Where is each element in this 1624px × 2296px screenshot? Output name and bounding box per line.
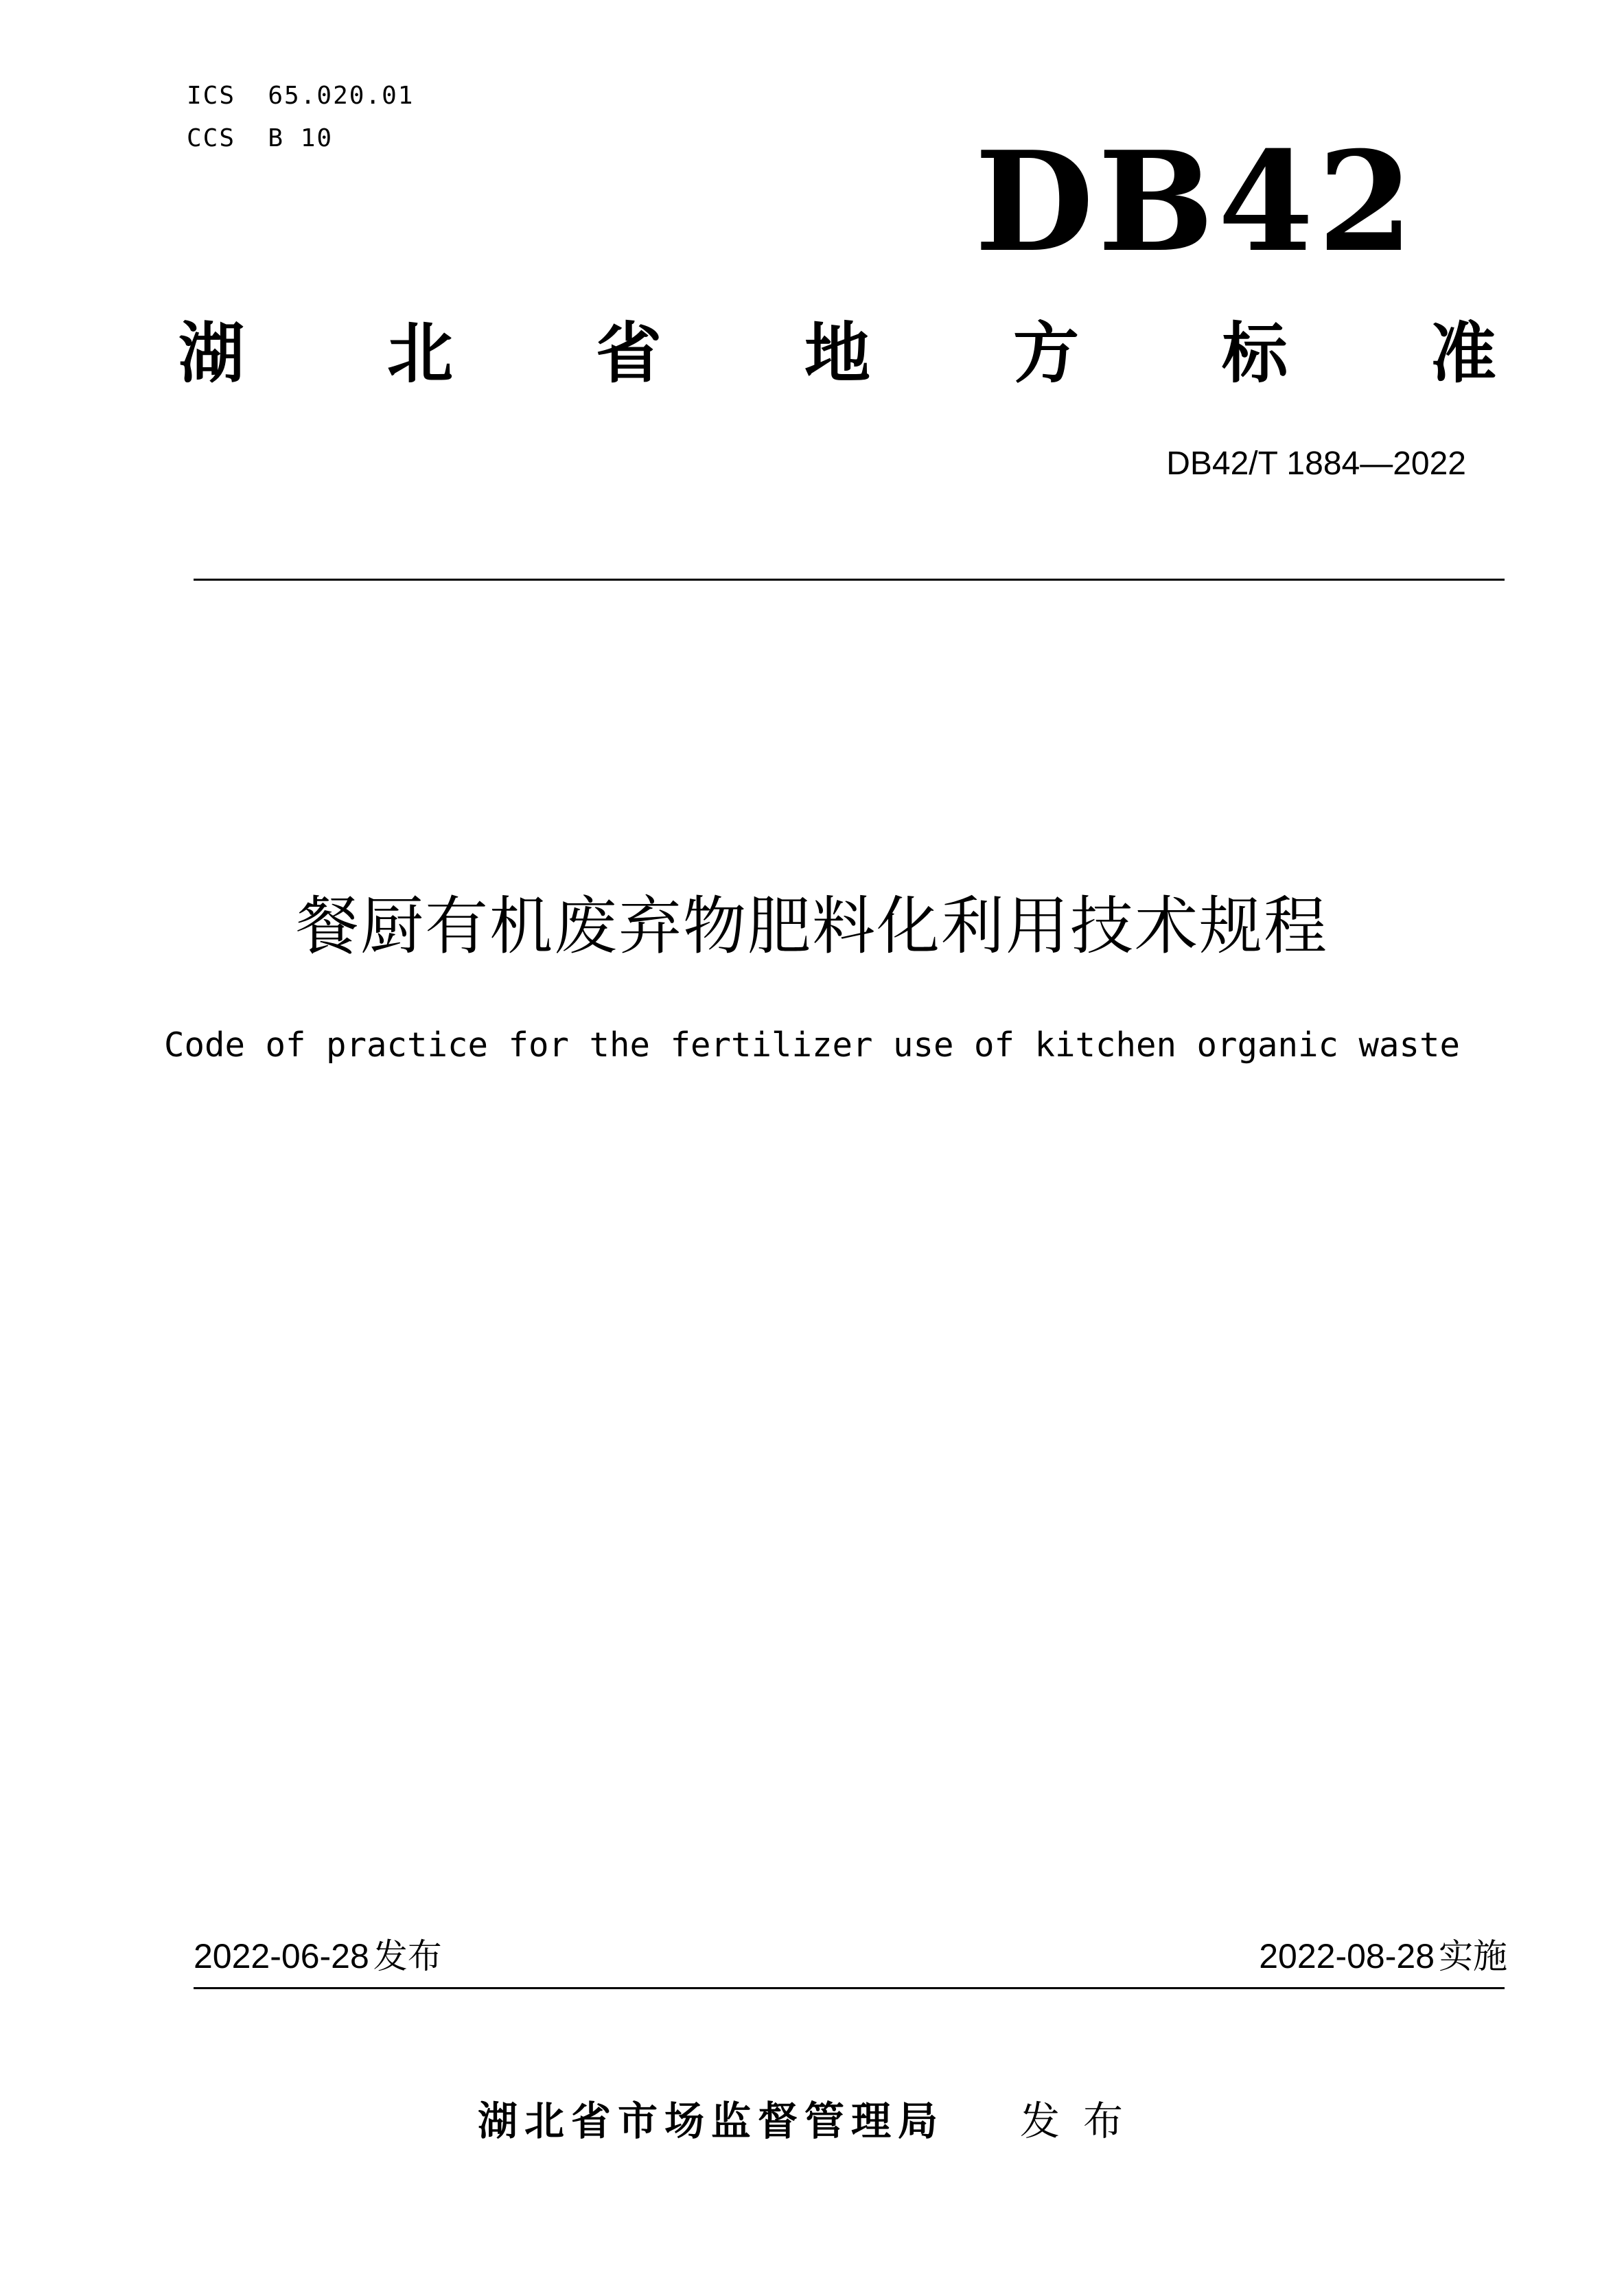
ics-code: ICS 65.020.01 [187, 82, 415, 110]
issue-label: 发布 [373, 1936, 442, 1976]
standard-logo: DB42 [975, 121, 1417, 283]
standard-type-heading [178, 312, 1496, 395]
publisher-line [0, 2097, 1624, 2145]
standard-number: DB42/T 1884—2022 [1166, 445, 1466, 482]
publisher-name: 湖北省市场监督管理局 [477, 2098, 944, 2144]
ccs-code: CCS B 10 [187, 124, 334, 152]
issue-date: 2022-06-28 [194, 1937, 369, 1975]
implement-date-line [1259, 1936, 1507, 1977]
standard-type-char: 地 [804, 315, 870, 392]
top-divider [194, 579, 1505, 581]
standard-type-char: 准 [1430, 315, 1496, 392]
standard-type-char: 标 [1222, 315, 1288, 392]
document-title-chinese: 餐厨有机废弃物肥料化利用技术规程 [295, 890, 1328, 963]
issue-date-line [194, 1936, 442, 1977]
standard-type-char: 省 [596, 315, 662, 392]
implement-date: 2022-08-28 [1259, 1937, 1435, 1975]
document-title-english: Code of practice for the fertilizer use of kitchen organic waste [163, 1025, 1461, 1065]
standard-type-char: 方 [1013, 315, 1079, 392]
standard-type-char: 湖 [178, 315, 244, 392]
standard-type-char: 北 [387, 315, 453, 392]
publish-label: 发布 [1020, 2098, 1147, 2144]
implement-label: 实施 [1439, 1936, 1507, 1976]
bottom-divider [194, 1987, 1505, 1989]
